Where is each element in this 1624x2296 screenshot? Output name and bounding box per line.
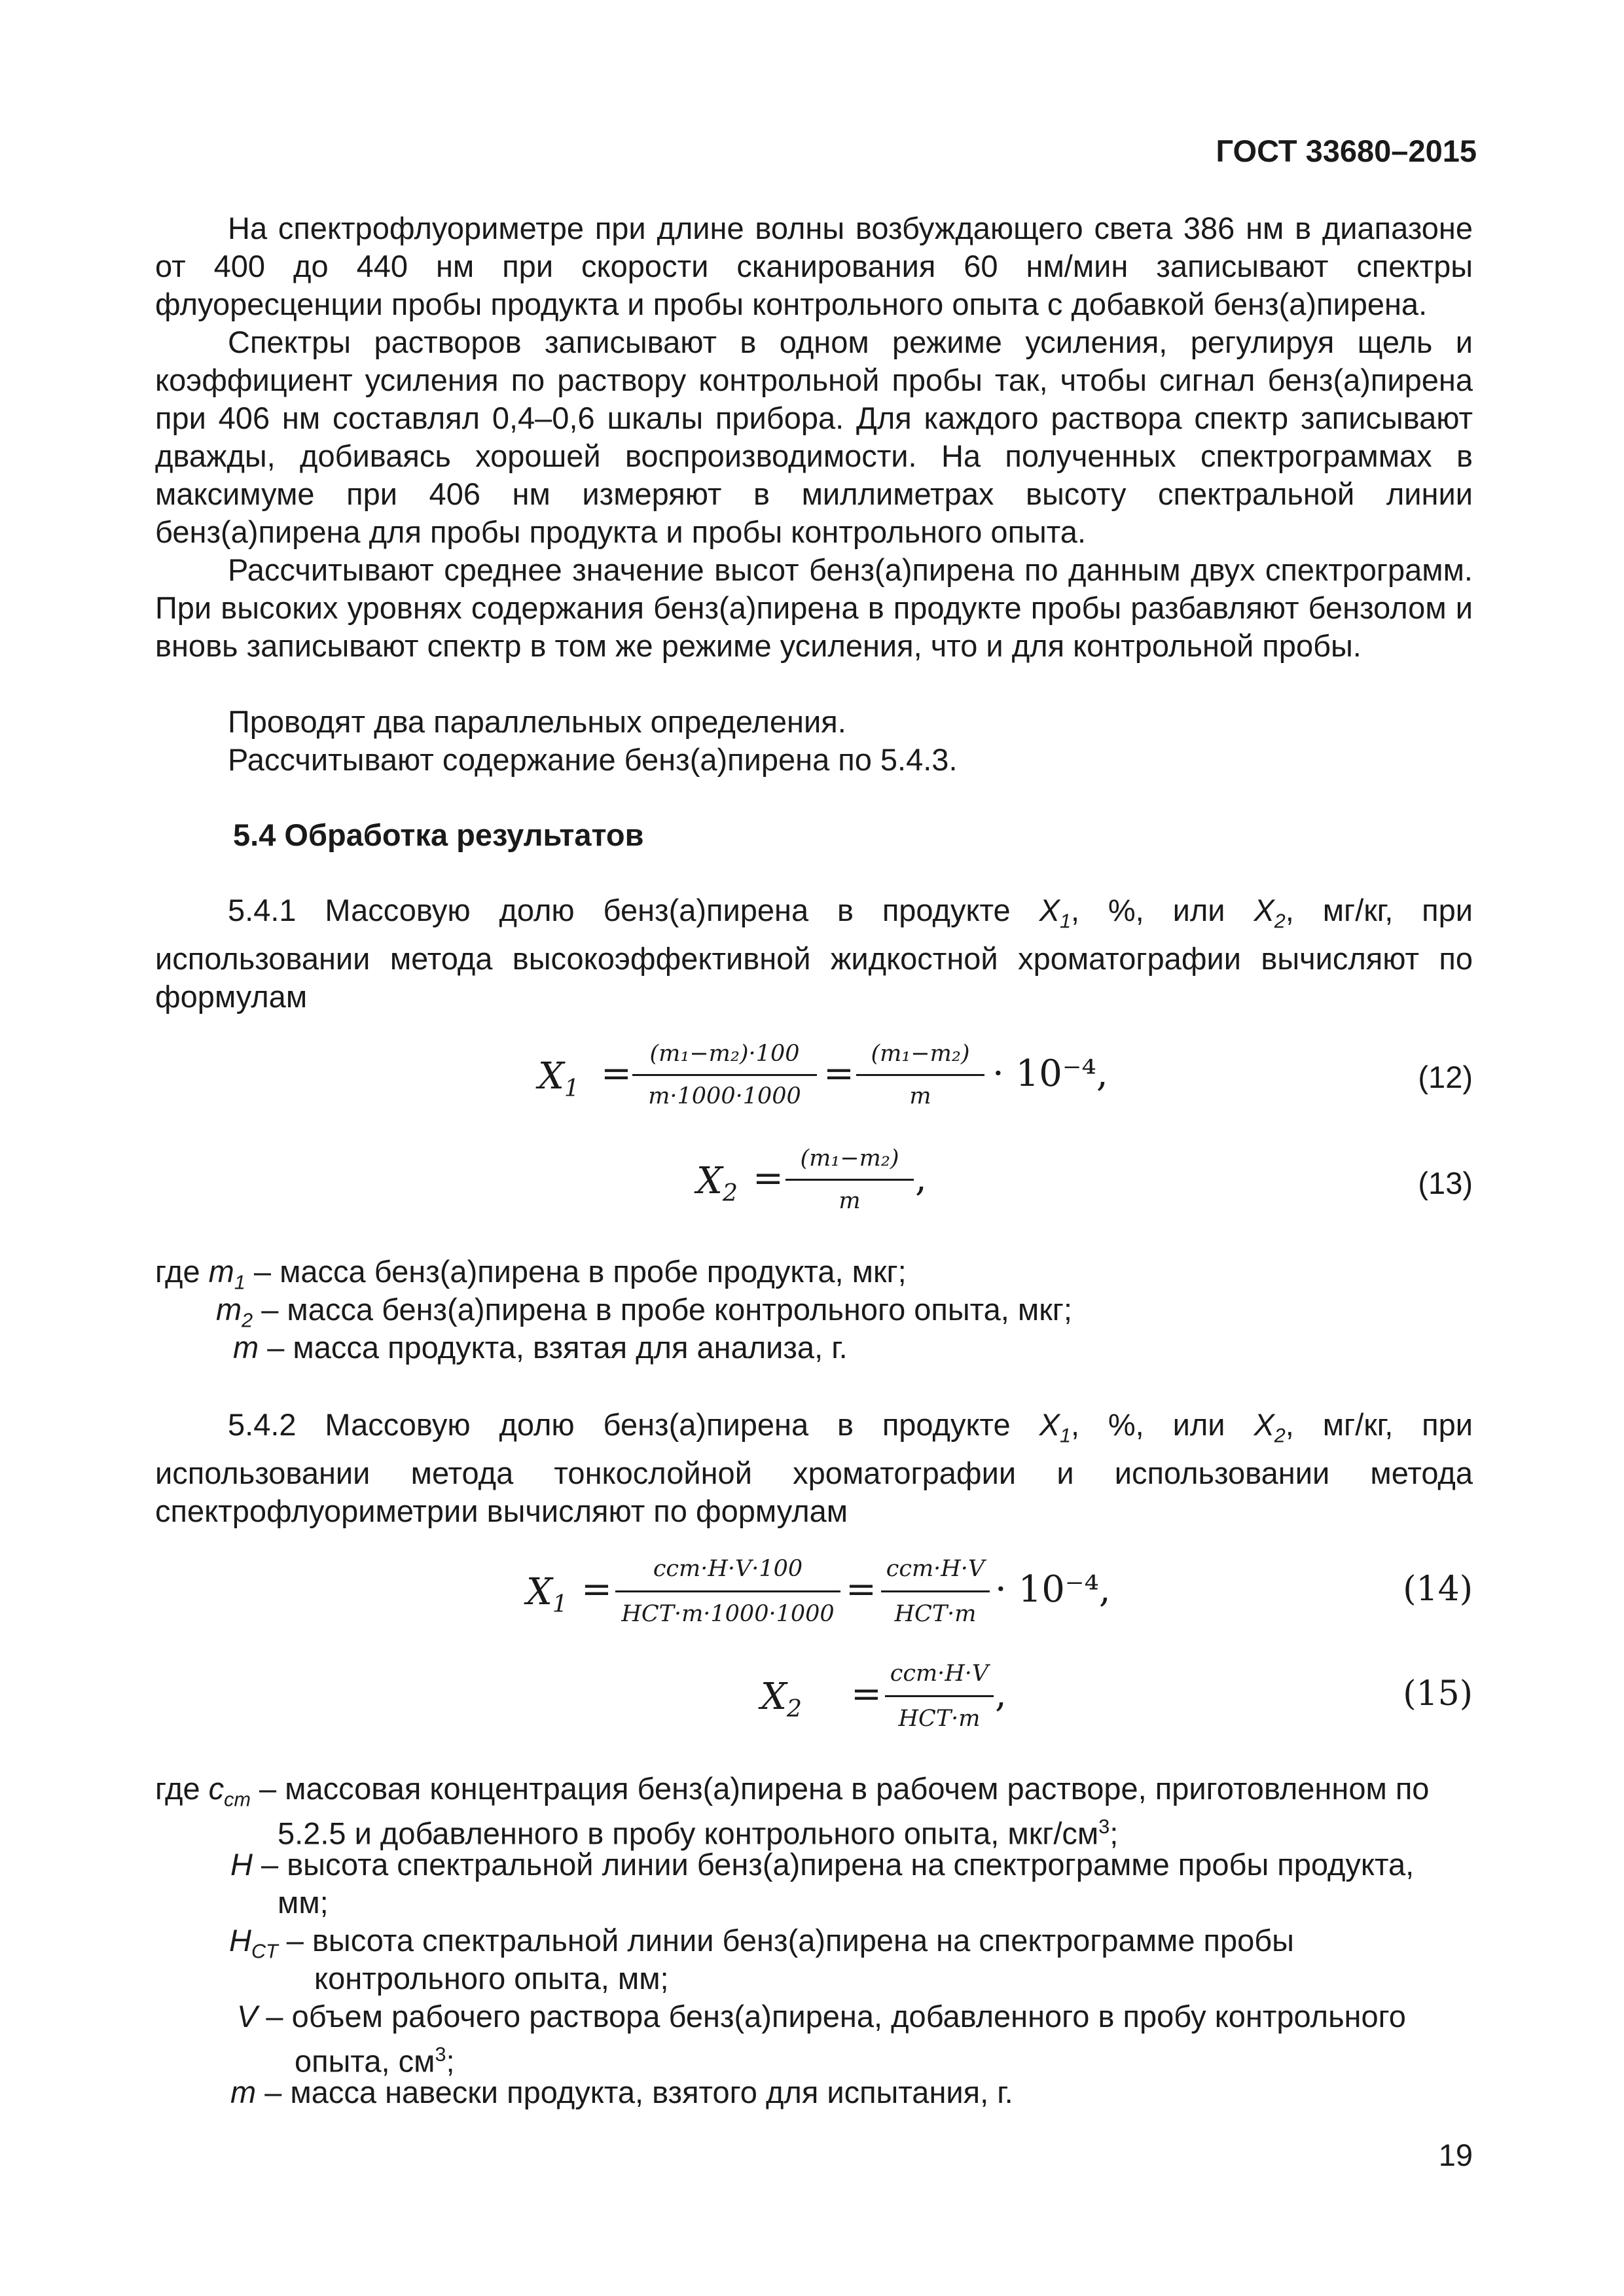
where2-c-subscript: ст [224,1788,251,1811]
where1-m1-description: – масса бенз(а)пирена в пробе продукта, мкг; [253,1254,907,1289]
where2-v-line-1 [237,1998,1406,2036]
where2-c-description-2: 5.2.5 и добавленного в пробу контрольного опыта, мкг/см [278,1816,1099,1851]
where2-v-end: ; [446,2043,455,2079]
x2-subscript: 2 [1274,910,1286,933]
where1-m-description: – масса продукта, взятая для анализа, г. [267,1330,848,1365]
x2-symbol-2: X [1254,1407,1274,1442]
eq12-denominator-1: m·1000·1000 [648,1083,801,1109]
eq12-denominator-2: m [909,1083,931,1109]
x2-symbol: X [1254,893,1274,927]
eq15-equals: = [851,1673,882,1715]
eq12-tail: · 10⁻⁴, [992,1052,1108,1095]
paragraph-5: Рассчитывают содержание бенз(а)пирена по 5.4.3. [228,742,958,777]
eq12-lhs-symbol: X [538,1055,564,1098]
eq14-denominator-2: HСТ·m [894,1601,977,1627]
paragraph-2: Спектры растворов записывают в одном режиме усиления, регулируя щель и коэффициент усиления по раствору контрольной пробы так, чтобы сигнал бенз(а)пирена при 406 нм составлял 0,4–0,6 шкалы прибора. Для каждого раствора спектр записывают дважды, добиваясь хорошей воспроизводимости. На полученных спектрограммах в максимуме при 406 нм измеряют в миллиметрах высоту спектральной линии бенз(а)пирена для пробы продукта и пробы контрольного опыта. [155,325,1473,549]
where1-m1-symbol: m [208,1254,234,1289]
where1-m1-subscript: 1 [234,1271,245,1294]
eq13-equals: = [753,1157,784,1200]
paragraph-4: Проводят два параллельных определения. [228,704,846,739]
eq12-equals-2: = [823,1052,854,1095]
eq14-numerator-2: cст·H·V [886,1556,985,1582]
x2-subscript-2: 2 [1274,1424,1286,1447]
eq14-equals-1: = [581,1568,612,1611]
where1-m2-description: – масса бенз(а)пирена в пробе контрольного опыта, мкг; [261,1292,1072,1327]
eq13-fraction-bar [785,1179,914,1181]
eq12-fraction-bar-1 [632,1074,817,1076]
eq12-lhs-subscript: 1 [564,1074,580,1103]
where1-m-symbol: m [233,1330,259,1365]
eq13-tail: , [915,1157,927,1200]
where2-h-description-1: – высота спектральной линии бенз(а)пирена на спектрограмме пробы продукта, [261,1847,1415,1882]
clause-5-4-1 [155,891,1473,1016]
where2-v-symbol: V [237,1999,258,2034]
eq14-denominator-1: HСТ·m·1000·1000 [621,1601,835,1627]
eq12-number: (12) [1418,1060,1473,1094]
x1-subscript-2: 1 [1059,1424,1071,1447]
eq13-denominator: m [839,1188,861,1214]
eq15-tail: , [995,1673,1007,1715]
where1-m [233,1329,848,1367]
eq14-lhs-symbol: X [526,1571,552,1613]
where2-v-description-1: – объем рабочего раствора бенз(а)пирена, добавленного в пробу контрольного [266,1999,1406,2034]
where2-h-line-1 [230,1846,1414,1884]
clause-5-4-1-lead: 5.4.1 Массовую долю бенз(а)пирена в продукте [228,893,1011,927]
eq15-lhs-symbol: X [761,1676,787,1718]
eq12-numerator-2: (m₁−m₂) [871,1041,970,1067]
eq15-lhs [761,1676,802,1723]
x1-subscript: 1 [1059,910,1071,933]
clause-5-4-2-lead: 5.4.2 Массовую долю бенз(а)пирена в продукте [228,1407,1011,1442]
eq12-numerator-1: (m₁−m₂)·100 [649,1041,800,1067]
eq14-fraction-bar-1 [615,1590,840,1592]
where1-lead: где [155,1254,200,1289]
where2-h-description-2: мм; [278,1885,329,1920]
where2-hct-symbol: H [229,1923,251,1958]
x1-symbol: X [1039,893,1060,927]
eq14-number: (14) [1403,1570,1473,1609]
eq14-tail: · 10⁻⁴, [995,1568,1111,1611]
where2-m-line [230,2073,1013,2111]
where2-v-description-2: опыта, см [295,2043,435,2079]
where2-lead: где [155,1771,200,1806]
document-header-id: ГОСТ 33680–2015 [1216,134,1477,168]
eq14-lhs [526,1571,568,1618]
eq14-numerator-1: cст·H·V·100 [653,1556,803,1582]
eq13-number: (13) [1418,1166,1473,1200]
eq15-number: (15) [1403,1674,1473,1713]
where2-c-symbol: c [208,1771,225,1806]
where2-m-symbol: m [230,2075,257,2109]
where2-c-superscript: 3 [1098,1816,1110,1838]
eq13-lhs-symbol: X [696,1160,723,1202]
clause-5-4-2-mid: , %, или [1070,1407,1225,1442]
clause-5-4-1-rest: , мг/кг, при использовании метода высокоэффективной жидкостной хроматографии вычисляют по формулам [155,893,1473,1014]
eq13-lhs [696,1160,738,1207]
eq12-equals-1: = [601,1052,632,1095]
where2-c-description-1: – массовая концентрация бенз(а)пирена в рабочем растворе, приготовленном по [259,1771,1430,1806]
paragraph-1: На спектрофлуориметре при длине волны возбуждающего света 386 нм в диапазоне от 400 до 440 нм при скорости сканирования 60 нм/мин записывают спектры флуоресценции пробы продукта и пробы контрольного опыта с добавкой бенз(а)пирена. [155,211,1473,321]
x1-symbol-2: X [1039,1407,1060,1442]
eq15-numerator: cст·H·V [890,1660,989,1687]
clause-5-4-2-rest: , мг/кг, при использовании метода тонкослойной хроматографии и использовании метода спектрофлуориметрии вычисляют по формулам [155,1407,1473,1529]
where2-v-superscript: 3 [435,2043,446,2066]
section-heading: 5.4 Обработка результатов [233,817,644,852]
where2-hct-description-1: – высота спектральной линии бенз(а)пирена на спектрограмме пробы [286,1923,1294,1958]
eq14-equals-2: = [846,1568,876,1611]
eq15-fraction-bar [885,1695,994,1697]
where2-hct-description-2: контрольного опыта, мм; [314,1961,669,1996]
eq14-lhs-subscript: 1 [552,1590,568,1619]
eq12-fraction-bar-2 [856,1074,984,1076]
clause-5-4-2 [155,1406,1473,1530]
eq14-fraction-bar-2 [881,1590,990,1592]
where2-hct-subscript: CT [251,1940,278,1963]
where1-m2-symbol: m [216,1292,242,1327]
eq12-lhs [538,1055,579,1102]
where1-m2-subscript: 2 [242,1309,253,1332]
where2-m-description: – масса навески продукта, взятого для испытания, г. [264,2075,1013,2109]
where2-h-symbol: H [230,1847,253,1882]
eq13-lhs-subscript: 2 [722,1179,738,1208]
eq13-numerator: (m₁−m₂) [800,1145,899,1172]
paragraph-3: Рассчитывают среднее значение высот бенз(а)пирена по данным двух спектрограмм. При высоких уровнях содержания бенз(а)пирена в продукте пробы разбавляют бензолом и вновь записывают спектр в том же режиме усиления, что и для контрольной пробы. [155,552,1473,663]
page-number: 19 [1438,2138,1473,2172]
clause-5-4-1-mid: , %, или [1070,893,1225,927]
eq15-lhs-subscript: 2 [786,1695,803,1723]
where2-c-end: ; [1110,1816,1119,1851]
eq15-denominator: HСТ·m [898,1706,981,1732]
